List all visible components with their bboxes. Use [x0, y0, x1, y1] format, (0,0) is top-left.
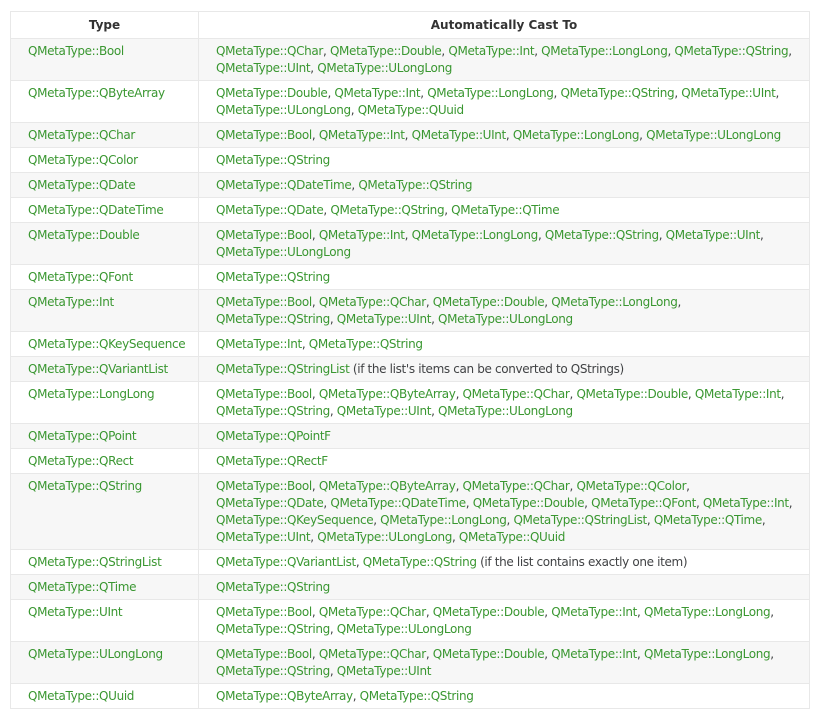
table-row — [11, 198, 810, 223]
table-row — [11, 382, 810, 424]
cast-to-cell — [199, 449, 810, 474]
cast-type-link[interactable]: QMetaType::ULongLong — [317, 530, 452, 544]
cast-type-link[interactable]: QMetaType::Bool — [216, 228, 312, 242]
cast-type-link[interactable]: QMetaType::QString — [358, 178, 473, 192]
cast-to-cell — [199, 332, 810, 357]
cast-separator-text: , — [373, 513, 381, 527]
cast-separator-text: , — [534, 44, 542, 58]
type-link[interactable]: QMetaType::QVariantList — [28, 362, 168, 376]
cast-separator-text: , — [639, 128, 647, 142]
cast-type-link[interactable]: QMetaType::QString — [216, 580, 330, 594]
cast-type-link[interactable]: QMetaType::Int — [551, 647, 638, 661]
cast-type-link[interactable]: QMetaType::QString — [216, 153, 330, 167]
header-cast-to: Automatically Cast To — [199, 12, 810, 39]
cast-type-link[interactable]: QMetaType::Double — [329, 44, 442, 58]
type-cell — [11, 600, 199, 642]
type-cell — [11, 223, 199, 265]
cast-type-link[interactable]: QMetaType::UInt — [216, 530, 311, 544]
type-link[interactable]: QMetaType::QChar — [28, 128, 136, 142]
type-link[interactable]: QMetaType::ULongLong — [28, 647, 163, 661]
table-container — [10, 11, 809, 709]
cast-type-link[interactable]: QMetaType::QStringList — [513, 513, 647, 527]
cast-type-link[interactable]: QMetaType::Int — [334, 86, 421, 100]
cast-type-link[interactable]: QMetaType::QDate — [216, 203, 324, 217]
table-row — [11, 148, 810, 173]
cast-separator-text: , — [455, 387, 463, 401]
cast-separator-text: , — [323, 496, 331, 510]
cast-separator-text: , — [352, 689, 360, 703]
cast-type-link[interactable]: QMetaType::Double — [432, 295, 545, 309]
type-link[interactable]: QMetaType::UInt — [28, 605, 123, 619]
cast-separator-text: , — [569, 387, 577, 401]
cast-type-link[interactable]: QMetaType::LongLong — [380, 513, 507, 527]
cast-separator-text: , — [441, 44, 449, 58]
cast-to-cell — [199, 223, 810, 265]
cast-separator-text: , — [431, 404, 439, 418]
cast-type-link[interactable]: QMetaType::QPointF — [216, 429, 331, 443]
cast-separator-text: , — [761, 513, 766, 527]
cast-type-link[interactable]: QMetaType::Bool — [216, 387, 312, 401]
cast-separator-text: , — [420, 86, 428, 100]
cast-type-link[interactable]: QMetaType::ULongLong — [438, 312, 573, 326]
cast-separator-text: , — [544, 647, 552, 661]
cast-separator-text: , — [301, 337, 309, 351]
cast-type-link[interactable]: QMetaType::QUuid — [458, 530, 565, 544]
type-link[interactable]: QMetaType::QByteArray — [28, 86, 165, 100]
table-row — [11, 600, 810, 642]
cast-separator-text: , — [505, 128, 513, 142]
cast-type-link[interactable]: QMetaType::LongLong — [411, 228, 538, 242]
cast-type-link[interactable]: QMetaType::QStringList — [216, 362, 350, 376]
cast-separator-text: , — [569, 479, 577, 493]
cast-type-link[interactable]: QMetaType::Double — [216, 86, 328, 100]
table-row — [11, 642, 810, 684]
cast-type-link[interactable]: QMetaType::QByteArray — [318, 387, 456, 401]
cast-type-link[interactable]: QMetaType::QTime — [451, 203, 560, 217]
cast-type-link[interactable]: QMetaType::QChar — [318, 605, 426, 619]
cast-separator-text: , — [788, 44, 792, 58]
cast-separator-text: , — [506, 513, 514, 527]
cast-type-link[interactable]: QMetaType::ULongLong — [216, 103, 351, 117]
cast-separator-text: , — [310, 61, 318, 75]
cast-to-cell — [199, 290, 810, 332]
table-header-row — [11, 12, 810, 39]
cast-type-link[interactable]: QMetaType::QUuid — [357, 103, 464, 117]
type-link[interactable]: QMetaType::Double — [28, 228, 140, 242]
cast-separator-text: , — [425, 605, 433, 619]
table-row — [11, 550, 810, 575]
cast-separator-text: , — [584, 496, 592, 510]
cast-type-link[interactable]: QMetaType::Int — [551, 605, 638, 619]
cast-separator-text: , — [327, 86, 335, 100]
table-row — [11, 449, 810, 474]
type-cell — [11, 424, 199, 449]
cast-type-link[interactable]: QMetaType::UInt — [411, 128, 506, 142]
cast-separator-text: , — [770, 647, 774, 661]
cast-separator-text: , — [775, 86, 779, 100]
cast-separator-text: , — [780, 387, 785, 401]
cast-separator-text: , — [311, 387, 319, 401]
type-link[interactable]: QMetaType::QDate — [28, 178, 136, 192]
type-link[interactable]: QMetaType::Int — [28, 295, 114, 309]
type-cell — [11, 357, 199, 382]
cast-to-cell — [199, 600, 810, 642]
cast-type-link[interactable]: QMetaType::QString — [216, 622, 330, 636]
cast-type-link[interactable]: QMetaType::LongLong — [551, 295, 678, 309]
cast-type-link[interactable]: QMetaType::QChar — [216, 44, 324, 58]
cast-separator-text: , — [329, 312, 337, 326]
cast-type-link[interactable]: QMetaType::ULongLong — [646, 128, 781, 142]
cast-type-link[interactable]: QMetaType::Int — [694, 387, 781, 401]
table-body — [11, 39, 810, 709]
cast-type-link[interactable]: QMetaType::Int — [448, 44, 535, 58]
type-cell — [11, 290, 199, 332]
cast-type-link[interactable]: QMetaType::UInt — [216, 61, 311, 75]
cast-separator-text: (if the list's items can be converted to QStrings) — [349, 362, 624, 376]
cast-type-link[interactable]: QMetaType::UInt — [681, 86, 776, 100]
cast-type-link[interactable]: QMetaType::UInt — [665, 228, 760, 242]
type-link[interactable]: QMetaType::LongLong — [28, 387, 155, 401]
cast-separator-text: , — [553, 86, 561, 100]
cast-to-cell — [199, 642, 810, 684]
cast-separator-text: , — [404, 228, 412, 242]
cast-separator-text: , — [311, 295, 319, 309]
cast-type-link[interactable]: QMetaType::QByteArray — [216, 689, 353, 703]
cast-separator-text: , — [544, 605, 552, 619]
cast-type-link[interactable]: QMetaType::UInt — [336, 404, 432, 418]
cast-type-link[interactable]: QMetaType::QString — [216, 270, 330, 284]
cast-separator-text: , — [667, 44, 675, 58]
cast-type-link[interactable]: QMetaType::QString — [216, 312, 330, 326]
table-row — [11, 424, 810, 449]
table-row — [11, 474, 810, 550]
cast-separator-text: , — [329, 664, 337, 678]
cast-separator-text: , — [404, 128, 412, 142]
type-link[interactable]: QMetaType::QPoint — [28, 429, 137, 443]
cast-to-cell — [199, 357, 810, 382]
cast-to-cell — [199, 265, 810, 290]
type-link[interactable]: QMetaType::QUuid — [28, 689, 135, 703]
cast-to-cell — [199, 424, 810, 449]
header-type: Type — [11, 12, 199, 39]
cast-type-link[interactable]: QMetaType::QChar — [318, 647, 426, 661]
cast-to-cell — [199, 123, 810, 148]
cast-separator-text: , — [451, 530, 459, 544]
type-cell — [11, 39, 199, 81]
cast-separator-text: , — [674, 86, 682, 100]
cast-type-link[interactable]: QMetaType::ULongLong — [216, 245, 351, 259]
cast-to-cell — [199, 173, 810, 198]
cast-type-link[interactable]: QMetaType::QByteArray — [318, 479, 456, 493]
type-cell — [11, 684, 199, 709]
cast-separator-text: , — [311, 228, 319, 242]
cast-type-link[interactable]: QMetaType::QFont — [591, 496, 696, 510]
cast-type-link[interactable]: QMetaType::UInt — [336, 312, 432, 326]
type-cell — [11, 81, 199, 123]
type-cell — [11, 332, 199, 357]
cast-separator-text: , — [311, 128, 319, 142]
cast-type-link[interactable]: QMetaType::QString — [359, 689, 474, 703]
type-cell — [11, 173, 199, 198]
cast-separator-text: , — [351, 178, 359, 192]
cast-type-link[interactable]: QMetaType::Double — [472, 496, 585, 510]
cast-separator-text: , — [695, 496, 703, 510]
cast-type-link[interactable]: QMetaType::Bool — [216, 295, 312, 309]
table-row — [11, 173, 810, 198]
cast-separator-text: , — [686, 479, 690, 493]
cast-to-cell — [199, 39, 810, 81]
cast-separator-text: , — [544, 295, 552, 309]
type-cell — [11, 382, 199, 424]
cast-type-link[interactable]: QMetaType::Int — [318, 228, 405, 242]
cast-separator-text: , — [311, 479, 319, 493]
cast-type-link[interactable]: QMetaType::Double — [432, 605, 545, 619]
cast-separator-text: , — [646, 513, 654, 527]
cast-type-link[interactable]: QMetaType::QChar — [318, 295, 426, 309]
cast-type-link[interactable]: QMetaType::Bool — [216, 647, 312, 661]
table-row — [11, 265, 810, 290]
cast-separator-text: , — [788, 496, 793, 510]
type-link[interactable]: QMetaType::QRect — [28, 454, 134, 468]
cast-separator-text: , — [465, 496, 473, 510]
cast-type-link[interactable]: QMetaType::QString — [674, 44, 789, 58]
cast-separator-text: , — [310, 530, 318, 544]
cast-type-link[interactable]: QMetaType::ULongLong — [317, 61, 452, 75]
cast-type-link[interactable]: QMetaType::QString — [216, 664, 330, 678]
type-cell — [11, 642, 199, 684]
cast-type-link[interactable]: QMetaType::UInt — [336, 664, 432, 678]
table-row — [11, 81, 810, 123]
cast-to-cell — [199, 575, 810, 600]
cast-type-link[interactable]: QMetaType::QVariantList — [216, 555, 356, 569]
cast-separator-text: , — [355, 555, 363, 569]
cast-type-link[interactable]: QMetaType::QDateTime — [330, 496, 466, 510]
cast-type-link[interactable]: QMetaType::QKeySequence — [216, 513, 374, 527]
table-row — [11, 123, 810, 148]
table-row — [11, 575, 810, 600]
type-link[interactable]: QMetaType::Bool — [28, 44, 124, 58]
cast-separator-text: , — [431, 312, 439, 326]
type-link[interactable]: QMetaType::QTime — [28, 580, 137, 594]
cast-type-link[interactable]: QMetaType::QString — [362, 555, 477, 569]
cast-to-cell — [199, 148, 810, 173]
cast-separator-text: , — [770, 605, 774, 619]
cast-separator-text: , — [425, 647, 433, 661]
cast-type-link[interactable]: QMetaType::LongLong — [512, 128, 640, 142]
cast-type-link[interactable]: QMetaType::QColor — [576, 479, 687, 493]
type-cell — [11, 449, 199, 474]
cast-type-link[interactable]: QMetaType::QTime — [653, 513, 762, 527]
type-link[interactable]: QMetaType::QStringList — [28, 555, 162, 569]
cast-separator-text: , — [687, 387, 695, 401]
cast-separator-text: , — [658, 228, 666, 242]
cast-type-link[interactable]: QMetaType::Double — [576, 387, 688, 401]
cast-to-cell — [199, 198, 810, 223]
cast-type-link[interactable]: QMetaType::Bool — [216, 128, 312, 142]
type-cell — [11, 265, 199, 290]
cast-separator-text: , — [311, 647, 319, 661]
cast-separator-text: , — [311, 605, 319, 619]
type-cell — [11, 550, 199, 575]
cast-to-cell — [199, 684, 810, 709]
cast-type-link[interactable]: QMetaType::QString — [330, 203, 445, 217]
cast-table — [10, 11, 810, 709]
type-link[interactable]: QMetaType::QColor — [28, 153, 138, 167]
cast-separator-text: , — [537, 228, 545, 242]
type-cell — [11, 474, 199, 550]
cast-separator-text: , — [677, 295, 681, 309]
type-link[interactable]: QMetaType::QDateTime — [28, 203, 164, 217]
type-cell — [11, 198, 199, 223]
table-row — [11, 223, 810, 265]
type-cell — [11, 123, 199, 148]
type-link[interactable]: QMetaType::QString — [28, 479, 142, 493]
cast-type-link[interactable]: QMetaType::Int — [318, 128, 405, 142]
cast-type-link[interactable]: QMetaType::Int — [702, 496, 789, 510]
type-link[interactable]: QMetaType::QKeySequence — [28, 337, 186, 351]
cast-separator-text: , — [759, 228, 764, 242]
cast-to-cell — [199, 382, 810, 424]
table-row — [11, 332, 810, 357]
cast-separator-text: , — [323, 203, 331, 217]
cast-type-link[interactable]: QMetaType::LongLong — [643, 647, 771, 661]
cast-to-cell — [199, 550, 810, 575]
cast-type-link[interactable]: QMetaType::Double — [432, 647, 545, 661]
cast-type-link[interactable]: QMetaType::QDate — [216, 496, 324, 510]
type-link[interactable]: QMetaType::QFont — [28, 270, 133, 284]
cast-type-link[interactable]: QMetaType::QString — [544, 228, 659, 242]
cast-type-link[interactable]: QMetaType::QDateTime — [216, 178, 352, 192]
cast-type-link[interactable]: QMetaType::LongLong — [643, 605, 771, 619]
cast-type-link[interactable]: QMetaType::QRectF — [216, 454, 328, 468]
cast-separator-text: , — [329, 622, 337, 636]
cast-type-link[interactable]: QMetaType::QString — [560, 86, 675, 100]
cast-to-cell — [199, 474, 810, 550]
cast-separator-text: , — [637, 605, 644, 619]
cast-type-link[interactable]: QMetaType::QString — [308, 337, 423, 351]
cast-type-link[interactable]: QMetaType::LongLong — [427, 86, 554, 100]
table-row — [11, 290, 810, 332]
cast-to-cell — [199, 81, 810, 123]
cast-type-link[interactable]: QMetaType::ULongLong — [438, 404, 573, 418]
cast-type-link[interactable]: QMetaType::QChar — [462, 479, 570, 493]
cast-separator-text: , — [444, 203, 452, 217]
cast-type-link[interactable]: QMetaType::Bool — [216, 605, 312, 619]
table-row — [11, 357, 810, 382]
cast-type-link[interactable]: QMetaType::Int — [216, 337, 302, 351]
type-cell — [11, 575, 199, 600]
table-row — [11, 39, 810, 81]
cast-type-link[interactable]: QMetaType::Bool — [216, 479, 312, 493]
type-cell — [11, 148, 199, 173]
cast-separator-text: , — [425, 295, 433, 309]
cast-separator-text: , — [323, 44, 330, 58]
table-row — [11, 684, 810, 709]
cast-type-link[interactable]: QMetaType::QChar — [462, 387, 570, 401]
cast-type-link[interactable]: QMetaType::LongLong — [541, 44, 668, 58]
cast-separator-text: , — [455, 479, 463, 493]
cast-separator-text: (if the list contains exactly one item) — [476, 555, 688, 569]
cast-type-link[interactable]: QMetaType::ULongLong — [336, 622, 472, 636]
cast-separator-text: , — [637, 647, 644, 661]
cast-type-link[interactable]: QMetaType::QString — [216, 404, 330, 418]
cast-separator-text: , — [350, 103, 358, 117]
cast-separator-text: , — [329, 404, 337, 418]
